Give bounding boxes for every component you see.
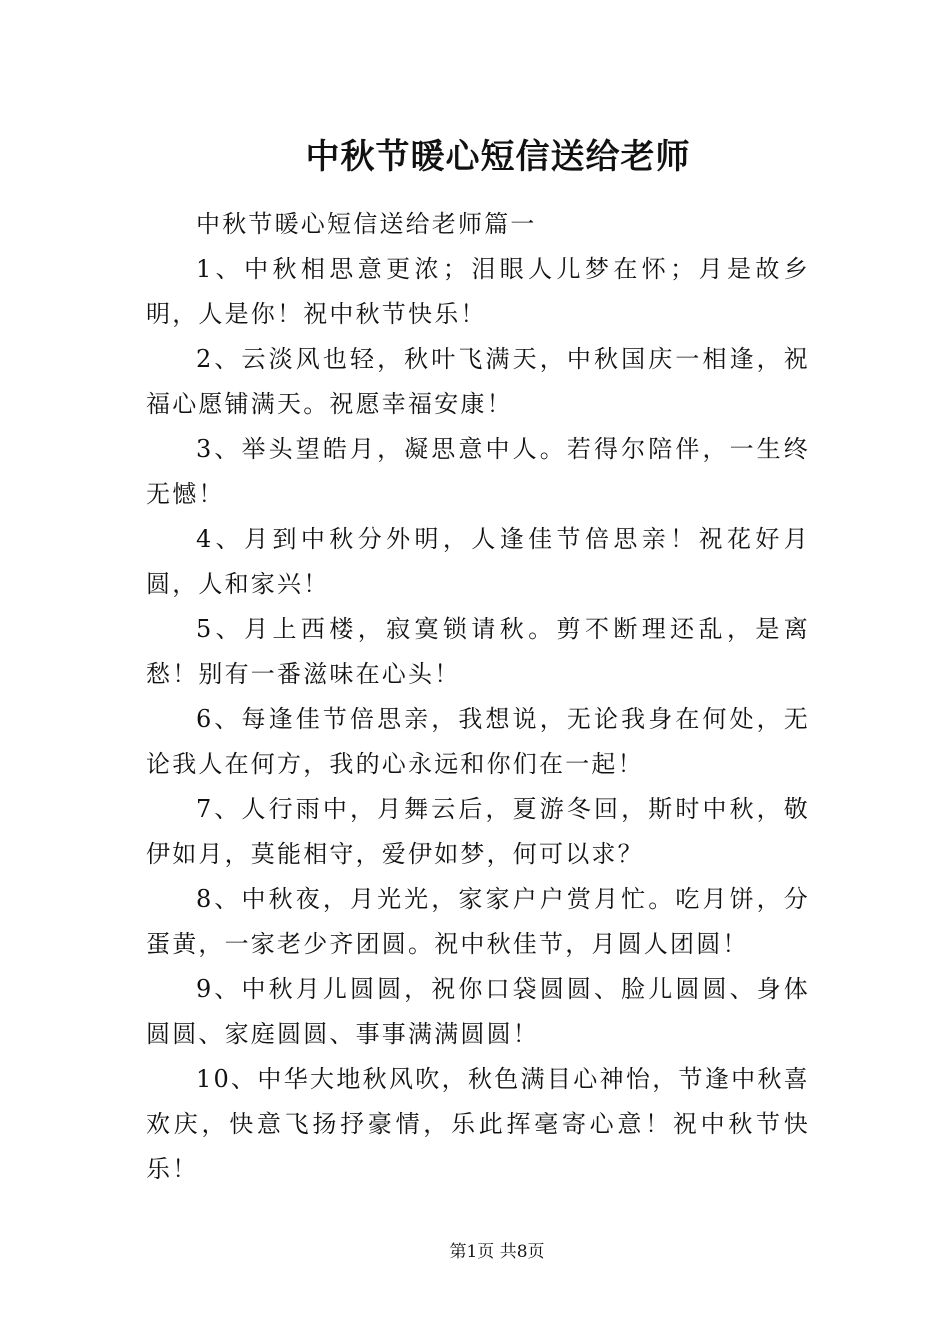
message-item-10: 10、中华大地秋风吹，秋色满目心神怡，节逢中秋喜欢庆，快意飞扬抒豪情，乐此挥毫寄心意！祝中秋节快乐！ <box>146 1065 810 1183</box>
document-body <box>146 202 810 1192</box>
section-heading: 中秋节暖心短信送给老师篇一 <box>196 210 537 238</box>
message-item-2: 2、云淡风也轻，秋叶飞满天，中秋国庆一相逢，祝福心愿铺满天。祝愿幸福安康！ <box>146 345 810 418</box>
document-title: 中秋节暖心短信送给老师 <box>305 137 691 177</box>
message-item-5: 5、月上西楼，寂寞锁请秋。剪不断理还乱，是离愁！别有一番滋味在心头！ <box>146 615 810 688</box>
message-item-7: 7、人行雨中，月舞云后，夏游冬回，斯时中秋，敬伊如月，莫能相守，爱伊如梦，何可以求？ <box>146 795 810 868</box>
message-item-6: 6、每逢佳节倍思亲，我想说，无论我身在何处，无论我人在何方，我的心永远和你们在一起！ <box>146 705 810 778</box>
message-item-9: 9、中秋月儿圆圆，祝你口袋圆圆、脸儿圆圆、身体圆圆、家庭圆圆、事事满满圆圆！ <box>146 975 810 1048</box>
message-item-1: 1、中秋相思意更浓；泪眼人儿梦在怀；月是故乡明，人是你！祝中秋节快乐！ <box>146 255 810 328</box>
message-item-3: 3、举头望皓月，凝思意中人。若得尔陪伴，一生终无憾！ <box>146 435 810 508</box>
page-footer: 第1页 共8页 <box>449 1242 545 1262</box>
message-item-4: 4、月到中秋分外明，人逢佳节倍思亲！祝花好月圆，人和家兴！ <box>146 525 810 598</box>
message-item-8: 8、中秋夜，月光光，家家户户赏月忙。吃月饼，分蛋黄，一家老少齐团圆。祝中秋佳节，月圆人团圆！ <box>146 885 810 958</box>
